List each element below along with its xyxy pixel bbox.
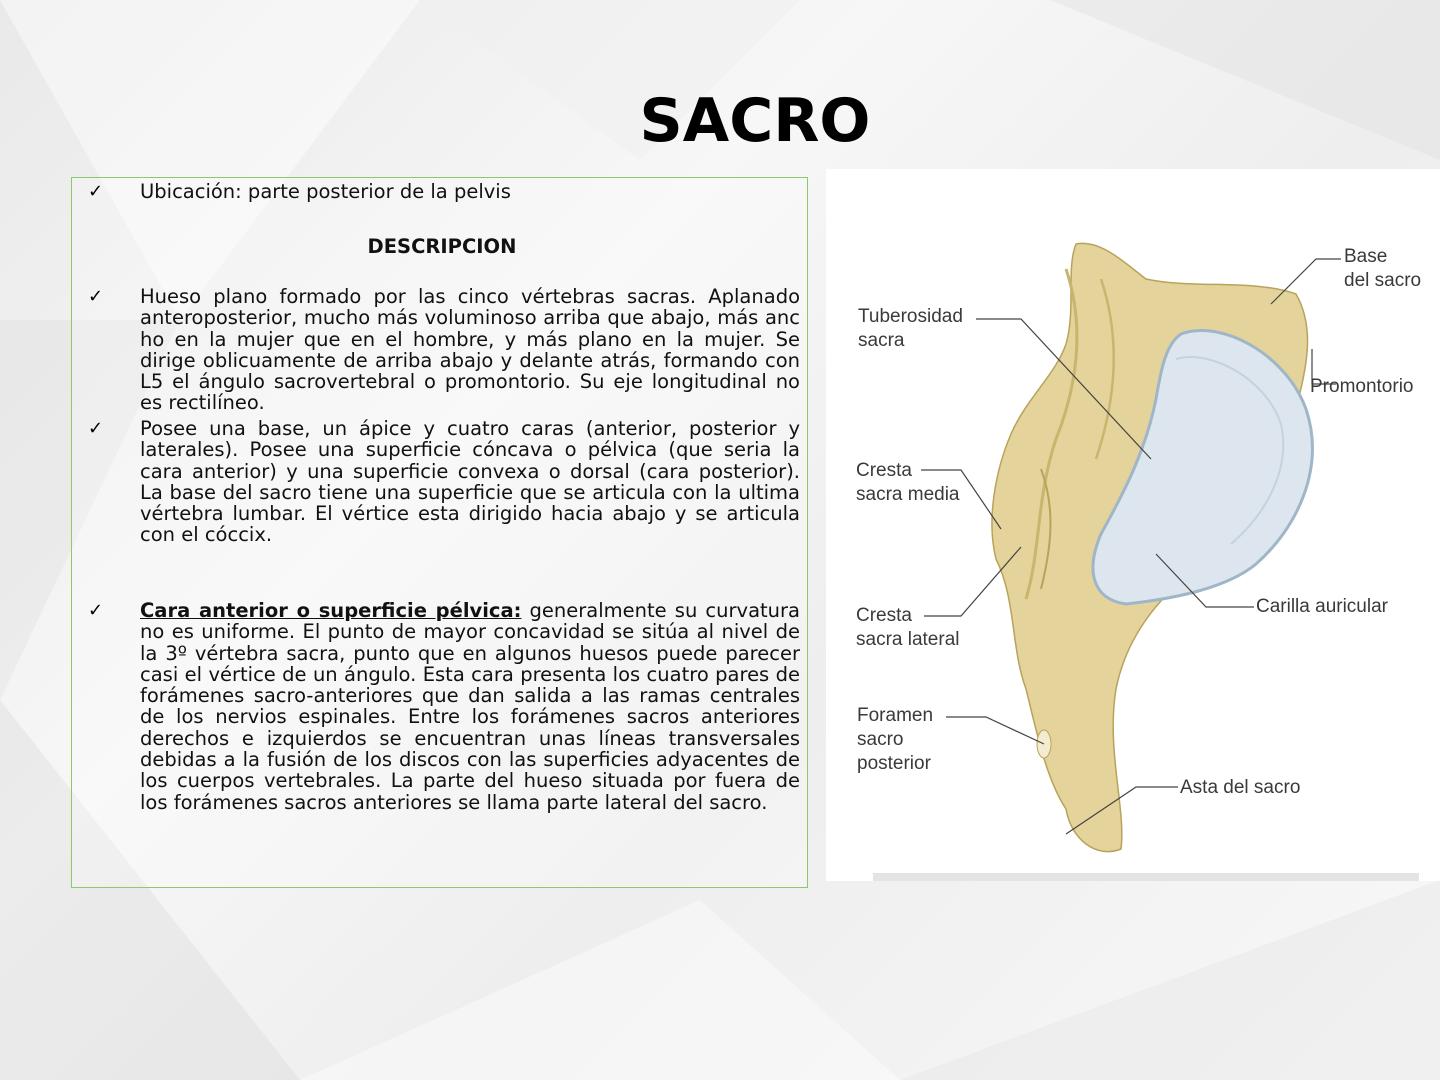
label-promontorio: Promontorio [1310,376,1414,397]
paragraph-2: Posee una base, un ápice y cuatro caras (anterior, posterior y laterales). Posee una superficie cóncava o pélvica (que seria la cara anterior) y una superficie convexa o dorsal (cara posterior). La base del sacro tiene una superficie que se articula con la ultima vértebra lumbar. El vértice esta dirigido hacia abajo y se articula con el cóccix. [140,417,800,547]
section-heading: DESCRIPCION [367,235,517,258]
label-foramen-sacro-posterior: Foramen sacro posterior [857,705,934,774]
checkmark-icon: ✓ [88,600,104,621]
paragraph-3 [140,600,800,813]
checkmark-icon: ✓ [88,418,104,439]
label-base-del-sacro: Base del sacro [1344,246,1422,291]
label-cresta-sacra-lateral: Cresta sacra lateral [856,605,960,650]
label-cresta-sacra-media: Cresta sacra media [856,460,960,505]
checkmark-icon: ✓ [88,181,104,202]
description-box [71,177,808,888]
slide-title: SACRO [639,86,871,156]
sacrum-illustration [826,169,1440,881]
checkmark-icon: ✓ [88,286,104,307]
location-text: Ubicación: parte posterior de la pelvis [140,180,511,203]
paragraph-3-lead: Cara anterior o superficie pélvica: [140,599,522,622]
paragraph-1: Hueso plano formado por las cinco vértebras sacras. Aplanado anteroposterior, mucho más voluminoso arriba que abajo, más anc ho en la mujer que en el hombre, y más plano en la mujer. Se dirige oblicuamente de arriba abajo y delante atrás, formando con L5 el ángulo sacrovertebral o promontorio. Su eje longitudinal no es rectilíneo. [140,285,800,415]
label-carilla-auricular: Carilla auricular [1256,596,1388,617]
label-asta-del-sacro: Asta del sacro [1180,777,1301,798]
figure-shadow [873,873,1419,881]
label-tuberosidad-sacra: Tuberosidad sacra [858,306,963,351]
paragraph-3-body: generalmente su curvatura no es uniforme. El punto de mayor concavidad se sitúa al nivel de la 3º vértebra sacra, punto que en algunos huesos puede parecer casi el vértice de un ángulo. Esta cara presenta los cuatro pares de forámenes sacro-anteriores que dan salida a las ramas centrales de los nervios espinales. Entre los forámenes sacros anteriores derechos e izquierdos se encuentran unas líneas transversales debidas a la fusión de los discos con las superficies adyacentes de los cuerpos vertebrales. La parte del hueso situada por fuera de los forámenes sacros anteriores se llama parte lateral del sacro. [140,599,800,814]
